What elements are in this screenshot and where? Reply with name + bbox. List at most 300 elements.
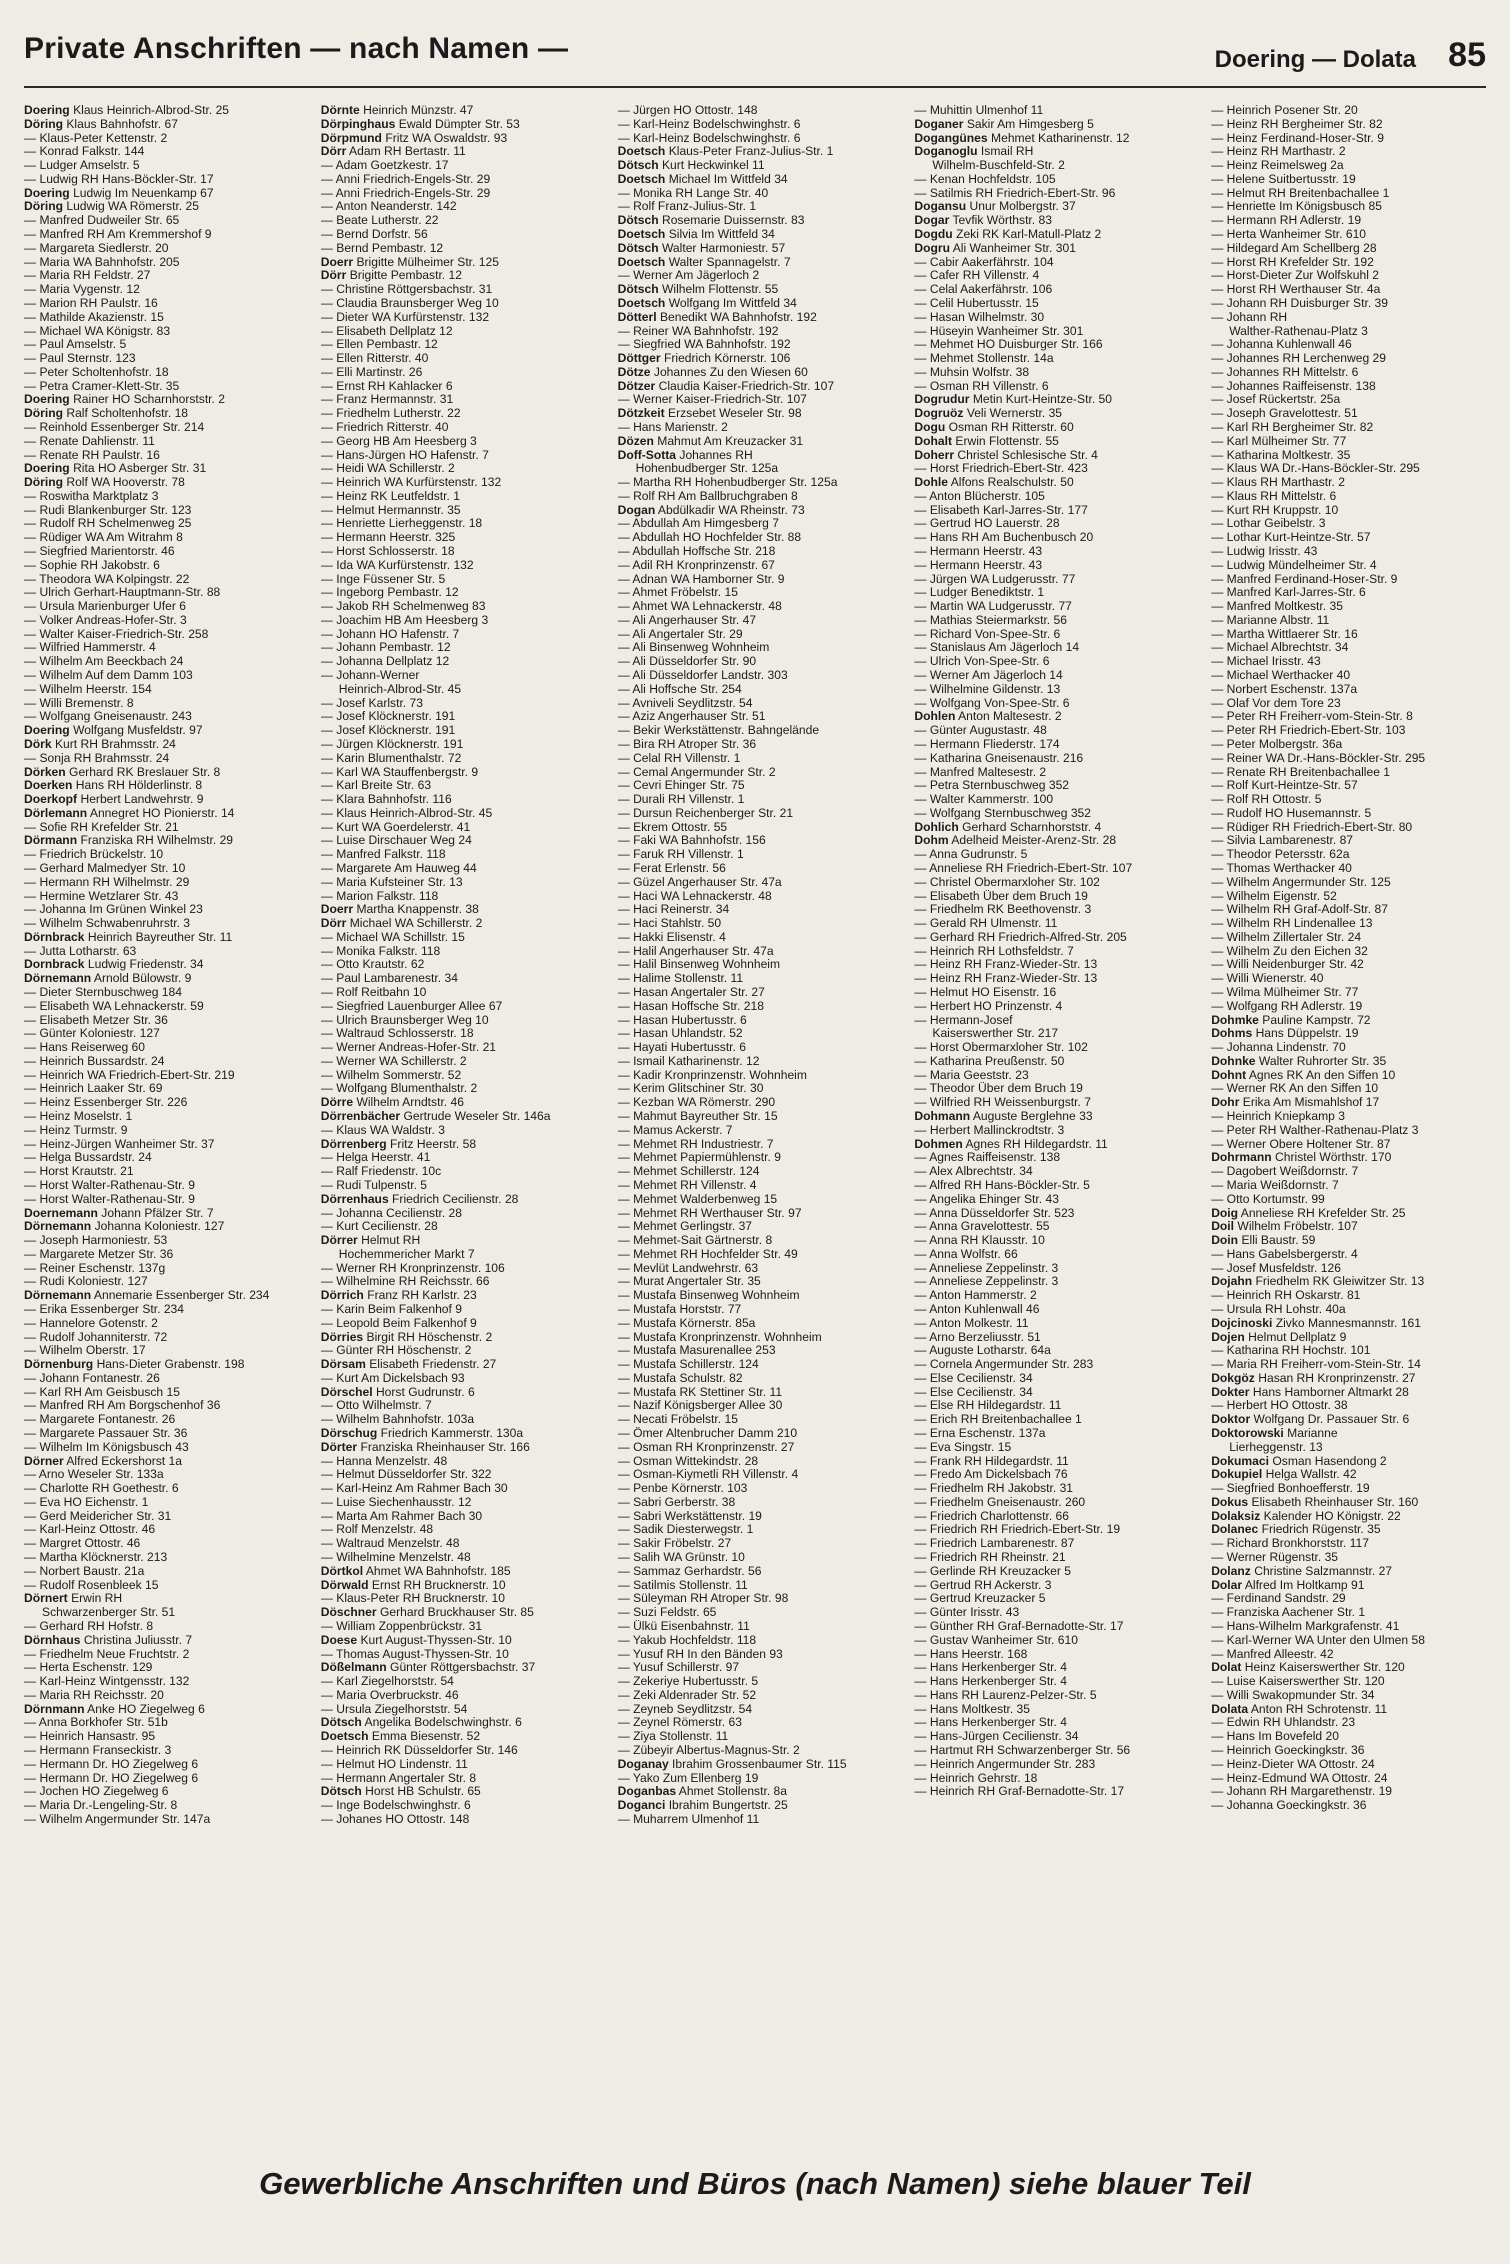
directory-entry [914,214,1193,228]
entry-details: Katharina Preußenstr. 50 [929,1054,1065,1068]
directory-entry [321,1730,600,1744]
entry-details: Rudolf Rosenbleek 15 [39,1578,159,1592]
entry-details: Maria Geeststr. 23 [929,1068,1029,1082]
directory-entry: — Reiner WA Bahnhofstr. 192 [617,324,779,338]
entry-details: Ali Hoffsche Str. 254 [632,682,742,696]
entry-details: Gerhard Malmedyer Str. 10 [39,861,186,875]
entry-surname: Dogrudur [914,393,970,407]
directory-entry: — Yako Zum Ellenberg 19 [617,1771,759,1785]
entry-details: Klaus Heinrich-Albrod-Str. 45 [336,806,493,820]
directory-entry: — Zübeyir Albertus-Magnus-Str. 2 [617,1743,800,1757]
directory-entry: — Satilmis RH Friedrich-Ebert-Str. 96 [914,186,1116,200]
directory-entry [321,1358,600,1372]
entry-details: Wilhelm Sommerstr. 52 [336,1068,462,1082]
entry-details: Arno Weseler Str. 133a [38,1468,164,1482]
directory-entry: — Adil RH Kronprinzenstr. 67 [617,558,775,572]
entry-details: Richard Von-Spee-Str. 6 [929,627,1061,641]
directory-entry: — Suzi Feldstr. 65 [617,1606,717,1620]
directory-entry: — Karl RH Bergheimer Str. 82 [1211,420,1374,434]
entry-details: Roswitha Marktplatz 3 [39,489,159,503]
entry-details: Richard Bronkhorststr. 117 [1226,1537,1369,1551]
directory-entry: — Helmut Hermannstr. 35 [320,503,461,517]
entry-details: Monika RH Lange Str. 40 [633,186,769,200]
entry-details: Johann Pembastr. 12 [336,641,451,655]
entry-details: Gerhard Bruckhauser Str. 85 [379,1606,534,1620]
entry-details: Horst RH Werthauser Str. 4a [1226,283,1381,297]
entry-details: Ahmet WA Bahnhofstr. 185 [365,1564,511,1578]
entry-details: Margarete Fontanestr. 26 [39,1413,176,1427]
directory-entry: — Rudolf RH Schelmenweg 25 [24,517,192,531]
directory-entry: — Klaus RH Mittelstr. 6 [1211,489,1337,503]
directory-entry: — Horst RH Krefelder Str. 192 [1211,255,1374,269]
directory-entry: — Horst-Dieter Zur Wolfskuhl 2 [1211,269,1379,283]
entry-details: Kadir Kronprinzenstr. Wohnheim [633,1068,807,1082]
directory-entry [321,1386,600,1400]
entry-details: Ülkü Eisenbahnstr. 11 [633,1619,750,1633]
entry-details: Hermann Dr. HO Ziegelweg 6 [39,1757,199,1771]
directory-entry: — Hasan Wilhelmstr. 30 [914,310,1045,324]
entry-details: Hermann Heerstr. 43 [929,558,1043,572]
directory-entry: — Michael Albrechtstr. 34 [1211,641,1349,655]
entry-details: Friedrich Körnerstr. 106 [663,352,791,366]
directory-entry [914,834,1193,848]
entry-details: Agnes RK An den Siffen 10 [1248,1068,1396,1082]
entry-details: Karl-Heinz Bodelschwinghstr. 6 [633,117,801,131]
entry-details: Josef Musfeldstr. 126 [1226,1261,1341,1275]
directory-entry [24,1358,303,1372]
directory-entry: — Bernd Dorfstr. 56 [320,228,428,242]
entry-surname: Doganci [617,1799,666,1813]
directory-entry: — Celil Hubertusstr. 15 [914,296,1039,310]
directory-entry [24,1703,303,1717]
directory-entry: — Maria RH Reichsstr. 20 [24,1688,164,1702]
directory-entry [24,1220,303,1234]
entry-surname: Dörnenburg [24,1358,94,1372]
entry-surname: Dohalt [914,434,953,448]
entry-details: Rainer HO Scharnhorststr. 2 [73,393,225,407]
entry-surname: Doganay [617,1757,669,1771]
entry-details: Reinhold Essenberger Str. 214 [39,420,205,434]
directory-entry: — Margarete Passauer Str. 36 [24,1427,188,1440]
directory-entry: — Wilhelm Oberstr. 17 [24,1344,146,1358]
entry-details: Silvia Im Wittfeld 34 [668,228,775,242]
entry-surname: Doerr [320,903,354,917]
entry-details: Günter RH Höschenstr. 2 [336,1344,472,1358]
entry-details: Kurt Cecilienstr. 28 [336,1220,438,1234]
directory-entry: — Kurt Cecilienstr. 28 [320,1220,438,1234]
entry-surname: Doernemann [24,1206,98,1220]
entry-surname: Doese [320,1633,358,1647]
directory-entry: — Osman-Kiymetli RH Villenstr. 4 [617,1468,799,1482]
entry-details: Hermann RH Wilhelmstr. 29 [39,875,190,889]
directory-entry: — Peter Molbergstr. 36a [1211,737,1343,751]
entry-details: Kezban WA Römerstr. 290 [633,1096,776,1110]
entry-details: Johann RH Duisburger Str. 39 [1226,296,1388,310]
directory-entry: — Richard Von-Spee-Str. 6 [914,627,1061,641]
entry-details: Kurt RH Brahmsstr. 24 [54,737,176,751]
directory-entry: — Hermann Heerstr. 325 [320,531,456,545]
directory-entry [24,1634,303,1648]
directory-entry: — Werner Am Jägerloch 2 [617,269,760,283]
directory-entry [24,793,303,807]
entry-details: Maria Vygenstr. 12 [39,283,140,297]
entry-details: Anton Kuhlenwall 46 [929,1302,1040,1316]
entry-details: Helmut Düsseldorfer Str. 322 [336,1468,492,1482]
directory-entry: — Mamus Ackerstr. 7 [617,1123,733,1137]
entry-details: Wilfried Hammerstr. 4 [39,641,156,655]
entry-details: Mehmet Papiermühlenstr. 9 [633,1151,781,1165]
directory-entry: — Yusuf Schillerstr. 97 [617,1661,740,1675]
entry-details: Helmut RH [361,1234,421,1248]
entry-details: Lothar Kurt-Heintze-Str. 57 [1226,531,1371,545]
entry-details: Yusuf Schillerstr. 97 [632,1661,740,1675]
entry-details: Johanna Im Grünen Winkel 23 [39,903,203,917]
directory-entry: — Willi Wienerstr. 40 [1211,972,1324,986]
entry-details: Werner Am Jägerloch 2 [633,269,760,283]
entry-surname: Dolar [1211,1578,1243,1592]
directory-entry [914,159,1193,173]
directory-entry: — Johann-Werner [320,669,420,683]
entry-surname: Dörnemann [24,1289,92,1303]
directory-entry [618,407,897,421]
entry-surname: Dohle [914,476,948,490]
directory-entry: — Wilhelmine RH Reichsstr. 66 [320,1275,490,1289]
entry-details: Manfred Karl-Jarres-Str. 6 [1226,586,1366,600]
entry-details: Heinz RH Marthastr. 2 [1226,145,1346,159]
entry-details: Rudolf Johanniterstr. 72 [39,1330,168,1344]
entry-details: Satilmis Stollenstr. 11 [633,1578,748,1592]
entry-details: Hasan RH Kronprinzenstr. 27 [1258,1371,1416,1385]
entry-details: Hüseyin Wanheimer Str. 301 [929,324,1084,338]
directory-entry: — Mustafa Schillerstr. 124 [617,1358,759,1372]
directory-entry: — Karl Breite Str. 63 [320,779,432,793]
entry-surname: Dokupiel [1211,1468,1263,1482]
directory-entry: — Rudi Tulpenstr. 5 [320,1178,428,1192]
entry-details: Rolf RH Am Ballbruchgraben 8 [633,489,798,503]
directory-entry: — Heinz-Edmund WA Ottostr. 24 [1211,1771,1388,1785]
entry-details: Heinz Ferdinand-Hoser-Str. 9 [1226,131,1384,145]
directory-entry: — Osman RH Kronprinzenstr. 27 [617,1440,795,1454]
entry-details: Ludwig Mündelheimer Str. 4 [1226,558,1377,572]
entry-details: Hans Herkenberger Str. 4 [929,1661,1067,1675]
entry-details: Haci WA Lehnackerstr. 48 [633,889,772,903]
entry-details: Maria Dr.-Lengeling-Str. 8 [39,1799,178,1813]
entry-details: Johanna Kuhlenwall 46 [1226,338,1352,352]
directory-entry: — Mustafa Körnerstr. 85a [617,1316,756,1330]
directory-entry: — Johannes RH Mittelstr. 6 [1211,365,1359,379]
entry-details: Muhittin Ulmenhof 11 [929,104,1044,117]
directory-entry: — Herbert HO Prinzenstr. 4 [914,999,1063,1013]
entry-details: Fritz WA Oswaldstr. 93 [385,131,508,145]
directory-entry: — Hermann RH Wilhelmstr. 29 [24,875,190,889]
entry-details: Tevfik Wörthstr. 83 [952,214,1052,228]
directory-entry [321,1138,600,1152]
entry-details: Peter Molbergstr. 36a [1226,737,1343,751]
entry-details: Lierheggenstr. 13 [1229,1440,1323,1454]
directory-entry: — Johanna Cecilienstr. 28 [320,1206,462,1220]
entry-details: Christel Schlesische Str. 4 [957,448,1098,462]
directory-entry: — Else Cecilienstr. 34 [914,1385,1033,1399]
directory-entry: — Cafer RH Villenstr. 4 [914,269,1040,283]
directory-entry [1211,1096,1490,1110]
directory-entry [1211,1510,1490,1524]
directory-entry: — Hans RH Laurenz-Pelzer-Str. 5 [914,1688,1097,1702]
entry-details: Helga Wallstr. 42 [1265,1468,1357,1482]
directory-entry: — Johanna Kuhlenwall 46 [1211,338,1352,352]
directory-entry: — Heidi WA Schillerstr. 2 [320,462,455,476]
entry-details: Johanna Lindenstr. 70 [1226,1041,1346,1055]
directory-entry: — Leopold Beim Falkenhof 9 [320,1316,477,1330]
directory-entry: — Aziz Angerhauser Str. 51 [617,710,766,724]
directory-entry: — Siegfried Lauenburger Allee 67 [320,999,503,1013]
directory-entry: — Karl-Werner WA Unter den Ulmen 58 [1211,1633,1425,1647]
directory-entry [914,710,1193,724]
entry-details: Alfred Eckershorst 1a [66,1454,182,1468]
directory-entry: — Wilhelm Sommerstr. 52 [320,1068,462,1082]
entry-details: Günter Augustastr. 48 [929,724,1047,738]
directory-columns [24,104,1490,2156]
entry-surname: Doerken [24,779,73,793]
entry-details: Wolfgang Im Wittfeld 34 [668,296,797,310]
directory-entry [321,269,600,283]
entry-details: Maria Overbruckstr. 46 [336,1688,459,1702]
entry-details: Rolf Reitbahn 10 [336,986,427,999]
directory-entry: — Thomas August-Thyssen-Str. 10 [320,1647,509,1661]
entry-details: Mehmet RH Villenstr. 4 [633,1178,757,1192]
directory-entry: — Sadik Diesterwegstr. 1 [617,1523,754,1537]
entry-details: Ahmet WA Lehnackerstr. 48 [632,600,782,614]
directory-entry: — Johann HO Hafenstr. 7 [320,627,460,641]
entry-details: Ali Angertaler Str. 29 [632,627,743,641]
entry-details: Avniveli Seydlitzstr. 54 [632,696,753,710]
directory-entry [618,462,897,476]
entry-details: Hans RH Am Buchenbusch 20 [929,531,1094,545]
entry-details: Fritz Heerstr. 58 [390,1137,477,1151]
directory-entry [1211,1220,1490,1234]
directory-entry: — Halil Angerhauser Str. 47a [617,944,774,958]
entry-surname: Dötzkeit [617,407,665,421]
entry-details: Otto Wilhelmstr. 7 [336,1399,432,1413]
entry-details: Mahmut Am Kreuzacker 31 [657,434,804,448]
entry-surname: Dohlen [914,710,956,724]
directory-entry: — Luise Dirschauer Weg 24 [320,834,472,848]
directory-entry: — Karl Ziegelhorststr. 54 [320,1675,454,1689]
directory-entry: — Elisabeth Metzer Str. 36 [24,1013,168,1027]
entry-details: Margret Ottostr. 46 [39,1537,141,1551]
entry-details: Wilhelmine Gildenstr. 13 [929,682,1061,696]
entry-details: Michael Albrechtstr. 34 [1226,641,1349,655]
entry-details: Luise Dirschauer Weg 24 [336,834,472,848]
entry-details: Friedrich Charlottenstr. 66 [929,1509,1069,1523]
entry-details: Heinrich WA Kurfürstenstr. 132 [336,476,502,490]
directory-entry: — Anna Düsseldorfer Str. 523 [914,1206,1075,1220]
entry-details: Willi Wienerstr. 40 [1226,972,1324,986]
entry-details: Charlotte RH Goethestr. 6 [39,1482,179,1496]
directory-entry: — Klaus RH Marthastr. 2 [1211,476,1345,490]
entry-details: Heinz RH Bergheimer Str. 82 [1226,117,1383,131]
entry-surname: Dörnemann [24,972,92,986]
directory-entry: — Margarete Am Hauweg 44 [320,861,477,875]
directory-entry: — Margarete Fontanestr. 26 [24,1413,176,1427]
entry-details: Penbe Körnerstr. 103 [633,1482,748,1496]
entry-details: Mustafa Kronprinzenstr. Wohnheim [633,1330,822,1344]
directory-entry [321,1289,600,1303]
directory-entry: — Ludger Benediktstr. 1 [914,586,1045,600]
entry-details: Anna Gravelottestr. 55 [929,1220,1050,1234]
entry-details: Elisabeth Karl-Jarres-Str. 177 [929,503,1088,517]
entry-details: Elisabeth Metzer Str. 36 [39,1013,168,1027]
entry-surname: Doetsch [320,1730,369,1744]
directory-entry: — Konrad Falkstr. 144 [24,145,145,159]
entry-surname: Dornbrack [24,958,85,972]
entry-details: Cabir Aakerfährstr. 104 [929,255,1054,269]
directory-entry: — Anton Kuhlenwall 46 [914,1302,1040,1316]
directory-entry [24,393,303,407]
directory-entry: — Sophie RH Jakobstr. 6 [24,558,160,572]
directory-entry: — Rudi Blankenburger Str. 123 [24,503,192,517]
directory-entry: — Kurt Am Dickelsbach 93 [320,1371,465,1385]
entry-details: Heinz RH Franz-Wieder-Str. 13 [929,958,1098,972]
directory-entry: — Katharina RH Hochstr. 101 [1211,1344,1371,1358]
entry-details: Manfred Alleestr. 42 [1226,1647,1334,1661]
directory-entry: — Werner RK An den Siffen 10 [1211,1082,1379,1096]
entry-details: Hannelore Gotenstr. 2 [39,1316,158,1330]
directory-entry: — Theodora WA Kolpingstr. 22 [24,572,190,586]
entry-details: Joseph Gravelottestr. 51 [1226,407,1358,421]
directory-entry [914,476,1193,490]
entry-details: Rolf Franz-Julius-Str. 1 [633,200,757,214]
directory-entry: — Rolf Kurt-Heintze-Str. 57 [1211,779,1358,793]
entry-details: Abdullah HO Hochfelder Str. 88 [632,531,802,545]
directory-entry: — Mehmet Papiermühlenstr. 9 [617,1151,781,1165]
directory-entry: — Karl WA Stauffenbergstr. 9 [320,765,479,779]
directory-entry: — Maria RH Freiherr-vom-Stein-Str. 14 [1211,1358,1421,1372]
directory-entry: — Bira RH Atroper Str. 36 [617,737,757,751]
directory-entry: — Klaus WA Dr.-Hans-Böckler-Str. 295 [1211,462,1420,476]
directory-entry: — Heinrich Posener Str. 20 [1211,104,1358,117]
entry-details: Wilhelmine Menzelstr. 48 [336,1551,471,1565]
entry-details: Herbert HO Ottostr. 38 [1226,1399,1348,1413]
directory-entry: — Herta Eschenstr. 129 [24,1661,153,1675]
entry-details: Michael WA Schillerstr. 2 [349,917,483,931]
entry-details: Hermann Heerstr. 325 [336,531,456,545]
directory-entry: — Else RH Hildegardstr. 11 [914,1399,1062,1413]
entry-details: Olaf Vor dem Tore 23 [1226,696,1341,710]
directory-entry: — Hans RH Am Buchenbusch 20 [914,531,1094,545]
entry-details: Rudi Koloniestr. 127 [39,1275,148,1289]
directory-entry: — Willi Swakopmunder Str. 34 [1211,1688,1375,1702]
directory-entry: — Willi Bremenstr. 8 [24,696,134,710]
directory-entry: — Bernd Pembastr. 12 [320,241,444,255]
entry-surname: Doetsch [617,255,666,269]
entry-details: Ahmet Stollenstr. 8a [678,1785,787,1799]
entry-details: Werner RH Kronprinzenstr. 106 [336,1261,505,1275]
directory-column-1 [24,104,303,2156]
entry-details: Marion Falkstr. 118 [336,889,439,903]
entry-surname: Dogan [617,503,656,517]
directory-entry: — Ahmet Fröbelstr. 15 [617,586,738,600]
entry-surname: Dohmen [914,1137,963,1151]
directory-entry: — Avniveli Seydlitzstr. 54 [617,696,753,710]
entry-details: Mevlüt Landwehrstr. 63 [633,1261,759,1275]
entry-surname: Dohm [914,834,949,848]
directory-entry: — Karl-Heinz Am Rahmer Bach 30 [320,1482,508,1496]
entry-details: Zekeriye Hubertusstr. 5 [633,1675,759,1689]
entry-details: Hermann Fliederstr. 174 [929,737,1060,751]
directory-entry: — Edwin RH Uhlandstr. 23 [1211,1716,1356,1730]
directory-entry: — Manfred Dudweiler Str. 65 [24,214,180,228]
directory-entry [914,393,1193,407]
directory-entry [24,476,303,490]
entry-details: Hans Moltkestr. 35 [929,1702,1031,1716]
directory-entry: — Hildegard Am Schellberg 28 [1211,241,1377,255]
entry-details: Walter Kaiser-Friedrich-Str. 258 [39,627,209,641]
directory-entry: — Adnan WA Hamborner Str. 9 [617,572,785,586]
directory-entry [321,1716,600,1730]
entry-details: Karl-Heinz Wintgensstr. 132 [39,1675,190,1689]
entry-surname: Doil [1211,1220,1235,1234]
directory-entry [24,807,303,821]
entry-details: Heinrich-Albrod-Str. 45 [338,682,462,696]
entry-details: Kerim Glitschiner Str. 30 [633,1082,764,1096]
directory-entry: — Jakob RH Schelmenweg 83 [320,600,486,614]
directory-entry: — Michael Werthacker 40 [1211,669,1351,683]
directory-entry: — Johann Pembastr. 12 [320,641,451,655]
entry-details: Ernst RH Kahlacker 6 [336,379,453,393]
entry-details: Wilhelm Schwabenruhrstr. 3 [39,917,191,931]
entry-details: Wilma Mülheimer Str. 77 [1226,986,1359,999]
entry-details: Erna Eschenstr. 137a [929,1427,1046,1440]
directory-entry: — Johanna Lindenstr. 70 [1211,1041,1346,1055]
entry-details: Klaus-Peter Kettenstr. 2 [39,131,168,145]
directory-entry: — Friedhelm RK Beethovenstr. 3 [914,903,1092,917]
directory-entry: — Thomas Werthacker 40 [1211,861,1352,875]
entry-details: Johann HO Hafenstr. 7 [336,627,460,641]
entry-details: Horst Gudrunstr. 6 [375,1385,475,1399]
entry-details: Anton Maltesestr. 2 [958,710,1062,724]
entry-details: Helmut HO Lindenstr. 11 [336,1757,468,1771]
entry-details: Cemal Angermunder Str. 2 [633,765,776,779]
entry-details: Karl Ziegelhorststr. 54 [336,1675,454,1689]
directory-entry: — Helga Bussardstr. 24 [24,1151,152,1165]
entry-details: Sabri Gerberstr. 38 [633,1495,736,1509]
entry-details: Marianne Albstr. 11 [1226,613,1330,627]
entry-details: Mustafa Schulstr. 82 [633,1371,743,1385]
directory-entry: — Friedhelm Lutherstr. 22 [320,407,461,421]
entry-details: Maria RH Reichsstr. 20 [39,1688,164,1702]
directory-entry [1211,1234,1490,1248]
entry-details: Marion RH Paulstr. 16 [39,296,158,310]
directory-entry: — Gerald RH Ulmenstr. 11 [914,917,1058,931]
directory-column-3 [618,104,897,2156]
entry-surname: Doganer [914,117,964,131]
entry-details: Alfred Im Holtkamp 91 [1244,1578,1365,1592]
directory-entry: — Heinrich Hansastr. 95 [24,1730,156,1744]
directory-entry: — Hermann RH Adlerstr. 19 [1211,214,1362,228]
entry-details: Wilhelm Zillertaler Str. 24 [1226,930,1362,944]
entry-surname: Dötterl [617,310,657,324]
entry-details: Heinrich RH Oskarstr. 81 [1226,1289,1361,1303]
directory-entry [24,462,303,476]
directory-entry: — Friedrich RH Rheinstr. 21 [914,1551,1066,1565]
entry-details: Werner WA Schillerstr. 2 [336,1054,467,1068]
entry-details: Helene Suitbertusstr. 19 [1226,172,1356,186]
directory-entry: — Ludger Amselstr. 5 [24,159,140,173]
directory-entry: — Josef Rückertstr. 25a [1211,393,1341,407]
directory-entry: — Erika Essenberger Str. 234 [24,1302,184,1316]
directory-entry: — Horst Walter-Rathenau-Str. 9 [24,1192,195,1206]
directory-entry: — Rolf Reitbahn 10 [320,986,427,999]
